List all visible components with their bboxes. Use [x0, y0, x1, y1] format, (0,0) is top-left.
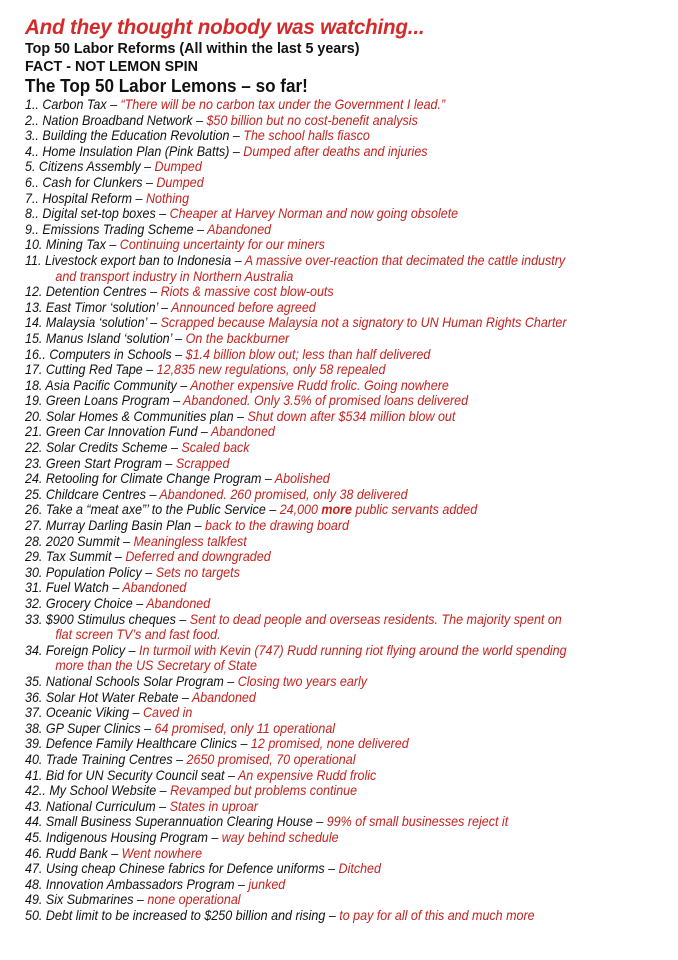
item-separator: –: [325, 907, 340, 923]
item-separator: –: [105, 237, 120, 253]
item-name: Grocery Choice: [45, 596, 133, 611]
item-number: 42..: [25, 783, 46, 799]
item-name: Rudd Bank: [45, 845, 108, 861]
item-description: An expensive Rudd frolic: [237, 767, 377, 783]
item-separator: –: [157, 299, 172, 315]
item-name: Building the Education Revolution: [42, 128, 230, 144]
item-separator: –: [125, 642, 140, 658]
item-number: 44.: [25, 814, 43, 830]
item-description: Riots & massive cost blow-outs: [160, 284, 334, 300]
item-name: Solar Homes & Communities plan: [45, 408, 234, 424]
item-description: Abandoned: [207, 221, 272, 237]
item-name: Foreign Policy: [45, 642, 126, 658]
list-item: [25, 175, 626, 191]
item-description: 12,835 new regulations, only 58 repealed: [156, 362, 386, 378]
item-number: 15.: [25, 330, 43, 346]
item-number: 13.: [25, 299, 43, 315]
item-name: Debt limit to be increased to $250 billion and rising: [45, 907, 326, 923]
item-description: back to the drawing board: [205, 518, 349, 534]
item-description: $1.4 billion blow out; less than half delivered: [185, 346, 431, 362]
item-number: 50.: [25, 907, 43, 923]
item-name: Oceanic Viking: [45, 705, 130, 721]
item-separator: –: [142, 362, 157, 378]
item-description: Sets no targets: [155, 564, 240, 580]
item-separator: –: [141, 564, 156, 580]
item-description: The school halls fiasco: [243, 128, 370, 144]
subtitle-lemons: The Top 50 Labor Lemons – so far!: [25, 76, 308, 96]
item-separator: –: [312, 814, 327, 830]
item-number: 6..: [25, 174, 39, 190]
list-item: [25, 253, 626, 284]
list-item: [25, 378, 626, 394]
list-item: [25, 315, 626, 331]
item-number: 5.: [25, 159, 36, 175]
item-description: Abandoned. Only 3.5% of promised loans delivered: [183, 393, 469, 409]
item-name: Cash for Clunkers: [42, 174, 143, 190]
item-separator: –: [108, 580, 123, 596]
item-name: Computers in Schools: [49, 346, 172, 362]
item-separator: –: [132, 190, 146, 206]
item-separator: –: [132, 596, 147, 611]
item-name: Childcare Centres: [45, 486, 146, 502]
item-separator: –: [229, 143, 244, 159]
item-separator: –: [111, 549, 126, 565]
item-name: Mining Tax: [45, 237, 106, 253]
item-separator: –: [140, 159, 155, 175]
item-description: 12 promised, none delivered: [250, 736, 409, 752]
item-description: Scrapped because Malaysia not a signatory to UN Human Rights Charter: [160, 315, 567, 331]
lemons-list: [25, 97, 678, 923]
item-name: $900 Stimulus cheques: [45, 611, 176, 627]
item-description: Abandoned: [146, 596, 211, 611]
item-number: 46.: [25, 845, 43, 861]
list-item: [25, 471, 626, 487]
list-item: [25, 97, 626, 113]
item-number: 24.: [25, 471, 43, 487]
item-separator: –: [107, 845, 122, 861]
item-separator: –: [193, 221, 208, 237]
list-item: [25, 721, 626, 737]
item-description: 64 promised, only 11 operational: [154, 720, 336, 736]
item-name: Nation Broadband Network: [42, 112, 193, 128]
item-number: 37.: [25, 705, 43, 721]
item-number: 3..: [25, 128, 39, 144]
item-separator: –: [265, 502, 280, 518]
item-separator: –: [231, 252, 245, 268]
item-name: Solar Credits Scheme: [45, 440, 168, 456]
list-item: [25, 518, 626, 534]
item-name: Home Insulation Plan (Pink Batts): [42, 143, 230, 159]
item-separator: –: [176, 377, 191, 393]
item-name: GP Super Clinics: [45, 720, 141, 736]
item-name: Carbon Tax: [42, 97, 107, 112]
item-separator: –: [140, 720, 155, 736]
item-number: 9..: [25, 221, 39, 237]
item-name: East Timor ‘solution’: [45, 299, 158, 315]
item-number: 20.: [25, 408, 43, 424]
item-number: 47.: [25, 861, 43, 877]
item-description: none operational: [147, 892, 241, 908]
item-number: 41.: [25, 767, 43, 783]
item-name: Asia Pacific Community: [45, 377, 177, 393]
list-item: [25, 300, 626, 316]
item-description: Dumped after deaths and injuries: [243, 143, 428, 159]
item-name: Bid for UN Security Council seat: [45, 767, 225, 783]
page-title: And they thought nobody was watching...: [25, 16, 425, 39]
list-item: [25, 487, 626, 503]
list-item: [25, 674, 626, 690]
list-item: [25, 596, 626, 612]
list-item: [25, 206, 626, 222]
list-item: [25, 752, 626, 768]
item-number: 33.: [25, 611, 43, 627]
item-number: 16..: [25, 346, 46, 362]
item-number: 21.: [25, 424, 43, 440]
item-name: Take a “meat axe”’ to the Public Service: [45, 502, 266, 518]
item-name: Green Car Innovation Fund: [45, 424, 198, 440]
item-separator: –: [172, 751, 187, 767]
item-number: 2..: [25, 112, 39, 128]
item-separator: –: [237, 736, 251, 752]
list-item: [25, 409, 626, 425]
item-number: 22.: [25, 440, 43, 456]
item-number: 23.: [25, 455, 43, 471]
list-item: [25, 877, 626, 893]
list-item: [25, 814, 626, 830]
list-item: [25, 128, 626, 144]
item-name: My School Website: [49, 783, 157, 799]
item-number: 34.: [25, 642, 43, 658]
item-description: Cheaper at Harvey Norman and now going obsolete: [169, 206, 459, 222]
list-item: [25, 347, 626, 363]
item-description-pre: 24,000: [279, 502, 322, 518]
item-description: Caved in: [142, 705, 193, 721]
subtitle-fact: FACT - NOT LEMON SPIN: [25, 58, 198, 75]
item-name: Small Business Superannuation Clearing House: [45, 814, 313, 830]
list-item: [25, 846, 626, 862]
list-item: [25, 502, 626, 518]
list-item: [25, 549, 626, 565]
item-description: way behind schedule: [221, 829, 339, 845]
item-name: 2020 Summit: [45, 533, 120, 549]
item-number: 8..: [25, 206, 39, 222]
item-description: Closing two years early: [237, 673, 368, 689]
item-separator: –: [119, 533, 134, 549]
item-number: 11.: [25, 252, 42, 268]
list-item: [25, 768, 626, 784]
item-description: Announced before agreed: [171, 299, 316, 315]
item-name: Using cheap Chinese fabrics for Defence uniforms: [45, 861, 325, 877]
item-description: 2650 promised, 70 operational: [186, 751, 356, 767]
item-description: Another expensive Rudd frolic. Going nowhere: [190, 377, 449, 393]
item-description: Abolished: [274, 471, 330, 487]
item-description: States in uproar: [169, 798, 258, 814]
subtitle-reforms: Top 50 Labor Reforms (All within the last 5 years): [25, 40, 360, 57]
item-description: On the backburner: [185, 330, 290, 346]
item-name: National Curriculum: [45, 798, 156, 814]
list-item: [25, 690, 626, 706]
item-description: Abandoned: [191, 689, 256, 705]
list-item: [25, 565, 626, 581]
list-item: [25, 362, 626, 378]
item-number: 48.: [25, 876, 43, 892]
item-name: Innovation Ambassadors Program: [45, 876, 235, 892]
item-separator: –: [146, 284, 161, 300]
item-number: 45.: [25, 829, 43, 845]
item-separator: –: [234, 876, 249, 892]
item-name: Population Policy: [45, 564, 142, 580]
item-number: 25.: [25, 486, 43, 502]
item-description: Scaled back: [181, 440, 250, 456]
item-description: Scrapped: [175, 455, 230, 471]
item-separator: –: [142, 174, 157, 190]
item-separator: –: [145, 486, 160, 502]
item-number: 18.: [25, 377, 43, 393]
item-number: 29.: [25, 549, 43, 565]
list-item: [25, 144, 626, 160]
item-separator: –: [223, 673, 238, 689]
item-separator: –: [156, 783, 171, 799]
item-description-continued: more than the US Secretary of State: [55, 658, 257, 674]
item-name: Malaysia ‘solution’: [45, 315, 147, 331]
item-separator: –: [167, 440, 182, 456]
list-item: [25, 222, 626, 238]
list-item: [25, 159, 626, 175]
item-separator: –: [324, 861, 339, 877]
list-item: [25, 440, 626, 456]
item-separator: –: [207, 829, 222, 845]
item-number: 39.: [25, 736, 43, 752]
item-name: Trade Training Centres: [45, 751, 173, 767]
item-number: 49.: [25, 892, 43, 908]
item-number: 1..: [25, 97, 39, 112]
item-number: 17.: [25, 362, 43, 378]
item-name: Manus Island ‘solution’: [45, 330, 172, 346]
list-item: [25, 892, 626, 908]
item-description: Dumped: [156, 174, 204, 190]
item-name: Solar Hot Water Rebate: [45, 689, 179, 705]
item-name: Six Submarines: [45, 892, 134, 908]
item-separator: –: [171, 330, 186, 346]
item-name: Green Loans Program: [45, 393, 170, 409]
item-name: Fuel Watch: [45, 580, 109, 596]
item-number: 40.: [25, 751, 43, 767]
item-description: Went nowhere: [121, 845, 203, 861]
item-description: Abandoned: [122, 580, 187, 596]
list-item: [25, 799, 626, 815]
item-separator: –: [261, 471, 275, 487]
item-description-emphasis: more: [321, 502, 353, 518]
list-item: [25, 393, 626, 409]
item-separator: –: [171, 346, 186, 362]
item-number: 14.: [25, 315, 43, 331]
list-item: [25, 284, 626, 300]
item-description-post: public servants added: [352, 502, 478, 518]
list-item: [25, 191, 626, 207]
item-separator: –: [155, 798, 170, 814]
item-separator: –: [229, 128, 244, 144]
item-description: Deferred and downgraded: [125, 549, 271, 565]
item-name: National Schools Solar Program: [45, 673, 224, 689]
item-description: 99% of small businesses reject it: [326, 814, 509, 830]
item-separator: –: [191, 518, 206, 534]
list-item: [25, 113, 626, 129]
item-description: “There will be no carbon tax under the Government I lead.”: [120, 97, 446, 112]
item-name: Hospital Reform: [42, 190, 133, 206]
item-number: 31.: [25, 580, 43, 596]
item-description: A massive over-reaction that decimated the cattle industry: [244, 252, 566, 268]
item-number: 26.: [25, 502, 43, 518]
item-name: Tax Summit: [45, 549, 112, 565]
list-item: [25, 534, 626, 550]
item-description-continued: and transport industry in Northern Australia: [55, 268, 294, 284]
item-separator: –: [133, 892, 148, 908]
item-description: Meaningless talkfest: [133, 533, 247, 549]
item-separator: –: [129, 705, 143, 721]
item-name: Emissions Trading Scheme: [42, 221, 194, 237]
item-separator: –: [155, 206, 170, 222]
item-separator: –: [224, 767, 238, 783]
item-description: Ditched: [338, 861, 381, 877]
item-number: 43.: [25, 798, 43, 814]
list-item: [25, 861, 626, 877]
item-number: 7..: [25, 190, 39, 206]
item-number: 10.: [25, 237, 43, 253]
item-description: Abandoned. 260 promised, only 38 delivered: [159, 486, 408, 502]
item-separator: –: [175, 611, 190, 627]
list-item: [25, 424, 626, 440]
list-item: [25, 830, 626, 846]
item-description: Dumped: [154, 159, 202, 175]
item-separator: –: [197, 424, 211, 440]
item-description: to pay for all of this and much more: [339, 907, 535, 923]
item-description: Sent to dead people and overseas residents. The majority spent on: [189, 611, 562, 627]
item-description: Revamped but problems continue: [170, 783, 358, 799]
item-number: 30.: [25, 564, 43, 580]
item-number: 32.: [25, 596, 43, 611]
item-separator: –: [178, 689, 192, 705]
list-item: [25, 580, 626, 596]
list-item: [25, 908, 626, 924]
list-item: [25, 783, 626, 799]
item-name: Green Start Program: [45, 455, 162, 471]
list-item: [25, 456, 626, 472]
item-number: 12.: [25, 284, 43, 300]
item-description: Abandoned: [210, 424, 275, 440]
list-item: [25, 237, 626, 253]
item-description: [280, 502, 477, 517]
item-name: Livestock export ban to Indonesia: [44, 252, 232, 268]
item-name: Indigenous Housing Program: [45, 829, 208, 845]
item-number: 35.: [25, 673, 43, 689]
item-name: Murray Darling Basin Plan: [45, 518, 192, 534]
item-name: Digital set-top boxes: [42, 206, 156, 222]
list-item: [25, 643, 626, 674]
item-separator: –: [106, 97, 121, 112]
item-separator: –: [192, 112, 207, 128]
list-item: [25, 612, 626, 643]
item-number: 4..: [25, 143, 39, 159]
item-number: 36.: [25, 689, 43, 705]
item-name: Retooling for Climate Change Program: [45, 471, 262, 487]
item-description: junked: [248, 876, 286, 892]
item-description: In turmoil with Kevin (747) Rudd running riot flying around the world spending: [139, 642, 567, 658]
item-separator: –: [146, 315, 161, 331]
item-name: Defence Family Healthcare Clinics: [45, 736, 238, 752]
list-item: [25, 705, 626, 721]
list-item: [25, 736, 626, 752]
item-description: $50 billion but no cost-benefit analysis: [206, 112, 418, 128]
item-description: Nothing: [145, 190, 190, 206]
item-number: 38.: [25, 720, 43, 736]
item-separator: –: [161, 455, 176, 471]
item-description: Continuing uncertainty for our miners: [119, 237, 325, 253]
item-separator: –: [233, 408, 248, 424]
item-number: 28.: [25, 533, 43, 549]
list-item: [25, 331, 626, 347]
item-name: Citizens Assembly: [38, 159, 141, 175]
item-description-continued: flat screen TV’s and fast food.: [55, 627, 221, 643]
item-separator: –: [169, 393, 184, 409]
item-name: Detention Centres: [45, 284, 147, 300]
item-name: Cutting Red Tape: [45, 362, 143, 378]
item-number: 19.: [25, 393, 43, 409]
item-number: 27.: [25, 518, 43, 534]
item-description: Shut down after $534 million blow out: [247, 408, 456, 424]
